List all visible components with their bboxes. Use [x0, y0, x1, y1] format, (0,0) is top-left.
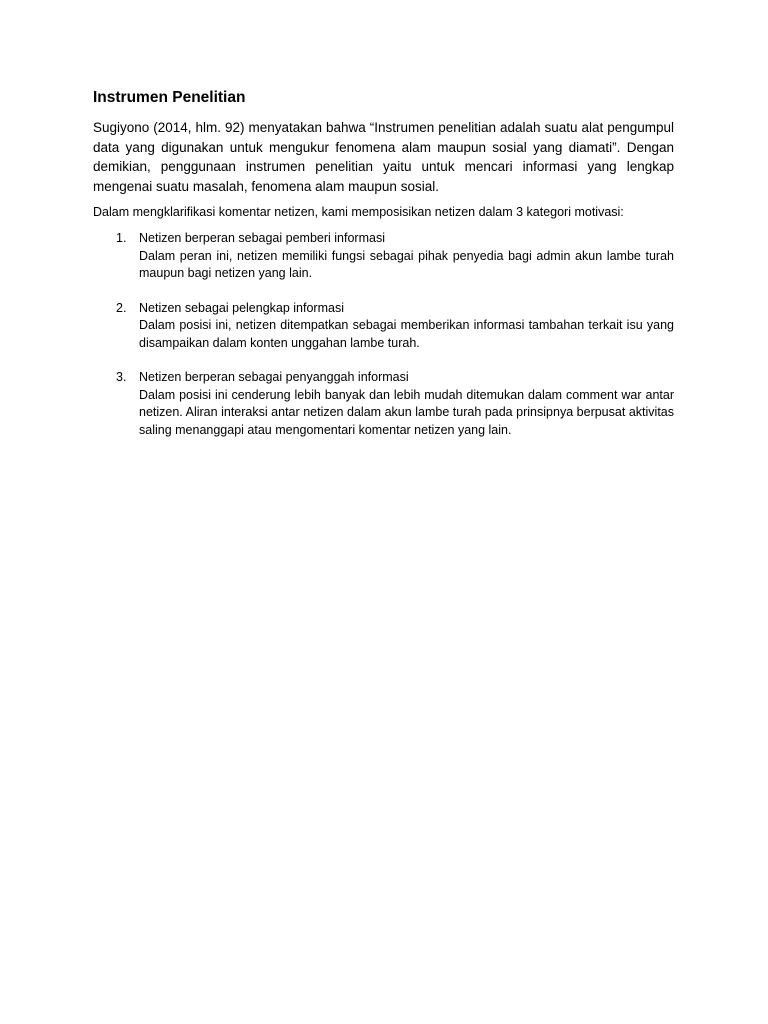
list-item-title: Netizen berperan sebagai penyanggah informasi — [139, 370, 409, 384]
document-title: Instrumen Penelitian — [93, 89, 246, 106]
list-item-title: Netizen berperan sebagai pemberi informasi — [139, 231, 385, 245]
document-page — [93, 88, 674, 456]
intro-paragraph: Sugiyono (2014, hlm. 92) menyatakan bahwa “Instrumen penelitian adalah suatu alat pengumpul data yang digunakan untuk mengukur fenomena alam maupun sosial yang diamati”. Dengan demikian, penggunaan instrumen penelitian yaitu untuk mencari informasi yang lengkap mengenai suatu masalah, fenomena alam maupun sosial. — [93, 120, 674, 194]
list-item — [93, 230, 674, 283]
list-lead-paragraph: Dalam mengklarifikasi komentar netizen, kami memposisikan netizen dalam 3 kategori motivasi: — [93, 205, 624, 219]
list-item-body: Dalam posisi ini cenderung lebih banyak dan lebih mudah ditemukan dalam comment war antar netizen. Aliran interaksi antar netizen dalam akun lambe turah pada prinsipnya berpusat aktivitas saling menanggapi atau mengomentari komentar netizen yang lain. — [139, 387, 674, 437]
list-item — [93, 300, 674, 353]
list-item-number: 1. — [116, 231, 127, 245]
list-item-title: Netizen sebagai pelengkap informasi — [139, 300, 344, 315]
list-item-body: Dalam posisi ini, netizen ditempatkan sebagai memberikan informasi tambahan terkait isu yang disampaikan dalam konten unggahan lambe turah. — [139, 318, 674, 350]
list-item — [93, 369, 674, 439]
list-item-body: Dalam peran ini, netizen memiliki fungsi sebagai pihak penyedia bagi admin akun lambe turah maupun bagi netizen yang lain. — [139, 248, 674, 280]
motivation-list — [93, 230, 674, 439]
list-item-number: 2. — [116, 300, 127, 315]
list-item-number: 3. — [116, 370, 127, 384]
